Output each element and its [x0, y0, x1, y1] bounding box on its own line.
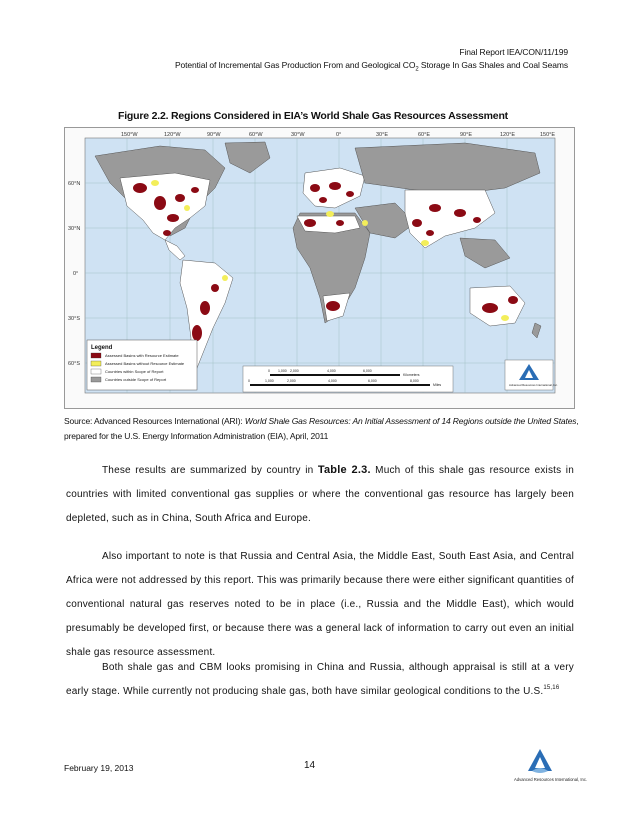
lon-label: 90°E — [460, 132, 472, 138]
lon-label: 120°E — [500, 132, 516, 138]
paragraph-3 — [66, 656, 574, 704]
subtitle-subscript: 2 — [415, 66, 419, 73]
scale-mi-tick: 0 — [248, 379, 250, 383]
legend-label: Countries outside Scope of Report — [105, 377, 167, 382]
legend-label: Assessed Basins without Resource Estimate — [105, 361, 185, 366]
paragraph-2 — [66, 545, 574, 665]
lon-label: 150°E — [540, 132, 556, 138]
figure-source — [64, 414, 584, 444]
figure-title: Figure 2.2. Regions Considered in EIA’s World Shale Gas Resources Assessment — [118, 110, 508, 122]
table-reference: Table 2.3. — [317, 464, 371, 476]
scale-mi-tick: 2,000 — [287, 379, 296, 383]
lat-label: 30°N — [68, 226, 81, 232]
page-number: 14 — [304, 760, 316, 771]
paragraph-1 — [66, 458, 574, 531]
scale-km-unit: Kilometers — [403, 373, 420, 377]
world-map-figure — [64, 127, 575, 409]
legend-label: Assessed Basins with Resource Estimate — [105, 353, 179, 358]
p1-text: These results are summarized by country in — [102, 465, 318, 476]
legend-label: Countries within Scope of Report — [105, 369, 164, 374]
subtitle-part: Storage In Gas Shales and Coal Seams — [418, 60, 568, 70]
figure-logo — [505, 360, 558, 390]
scale-mi-tick: 6,000 — [368, 379, 377, 383]
lat-label: 60°S — [68, 361, 80, 367]
p2-text: Also important to note is that Russia and Central Asia, the Middle East, South East Asia, and Central Africa were not addressed by this report. This was primarily because there were either significant quantities of conventional natural gas reserves noted to be in place (i.e., Russia and the Middle East), which would presumably be developed first, or because there was a general lack of information to carry out even an initial shale gas resource assessment. — [66, 551, 574, 658]
lon-label: 30°E — [376, 132, 388, 138]
scale-km-tick: 6,000 — [363, 369, 372, 373]
lon-label: 30°W — [291, 132, 305, 138]
footnote-ref: 15,16 — [543, 685, 560, 691]
lon-label: 60°W — [249, 132, 263, 138]
map-legend — [87, 340, 197, 390]
lat-label: 60°N — [68, 181, 81, 187]
legend-title: Legend — [91, 345, 113, 351]
lon-label: 60°E — [418, 132, 430, 138]
lon-label: 90°W — [207, 132, 221, 138]
subtitle-part: Potential of Incremental Gas Production From and Geological CO — [174, 60, 416, 70]
source-suffix: , prepared for the U.S. Energy Information Administration (EIA), April, 2011 — [64, 416, 579, 441]
footer-date: February 19, 2013 — [64, 763, 134, 773]
scale-bar — [243, 366, 453, 392]
lat-label: 0° — [73, 271, 79, 277]
scale-mi-tick: 8,000 — [410, 379, 419, 383]
scale-km-tick: 1,000 — [278, 369, 287, 373]
figure-logo-text: Advanced Resources International, Inc. — [509, 383, 558, 387]
lon-label: 0° — [336, 132, 342, 138]
source-title: World Shale Gas Resources: An Initial Assessment of 14 Regions outside the United States — [244, 416, 577, 426]
scale-mi-tick: 4,000 — [328, 379, 337, 383]
source-prefix: Source: Advanced Resources International (ARI): — [64, 416, 245, 426]
scale-mi-tick: 1,000 — [265, 379, 274, 383]
scale-km-tick: 4,000 — [327, 369, 336, 373]
p1-text: Much of this shale gas resource exists in countries with limited conventional gas supplies or where the conventional gas resource has largely been depleted, such as in China, South Africa and Europe. — [66, 465, 574, 524]
footer-logo — [510, 745, 588, 795]
world-map — [65, 128, 574, 408]
lat-label: 30°S — [68, 316, 80, 322]
report-subtitle — [175, 60, 568, 73]
footer-logo-text: Advanced Resources International, Inc. — [514, 777, 588, 782]
scale-km-tick: 2,000 — [290, 369, 299, 373]
scale-mi-unit: Miles — [433, 383, 442, 387]
scale-km-tick: 0 — [268, 369, 270, 373]
lon-label: 150°W — [121, 132, 138, 138]
report-id: Final Report IEA/CON/11/199 — [459, 47, 568, 57]
p3-text: Both shale gas and CBM looks promising in China and Russia, although appraisal is still at a very early stage. While currently not producing shale gas, both have similar geological conditions to the U.S. — [66, 662, 574, 697]
lon-label: 120°W — [164, 132, 181, 138]
